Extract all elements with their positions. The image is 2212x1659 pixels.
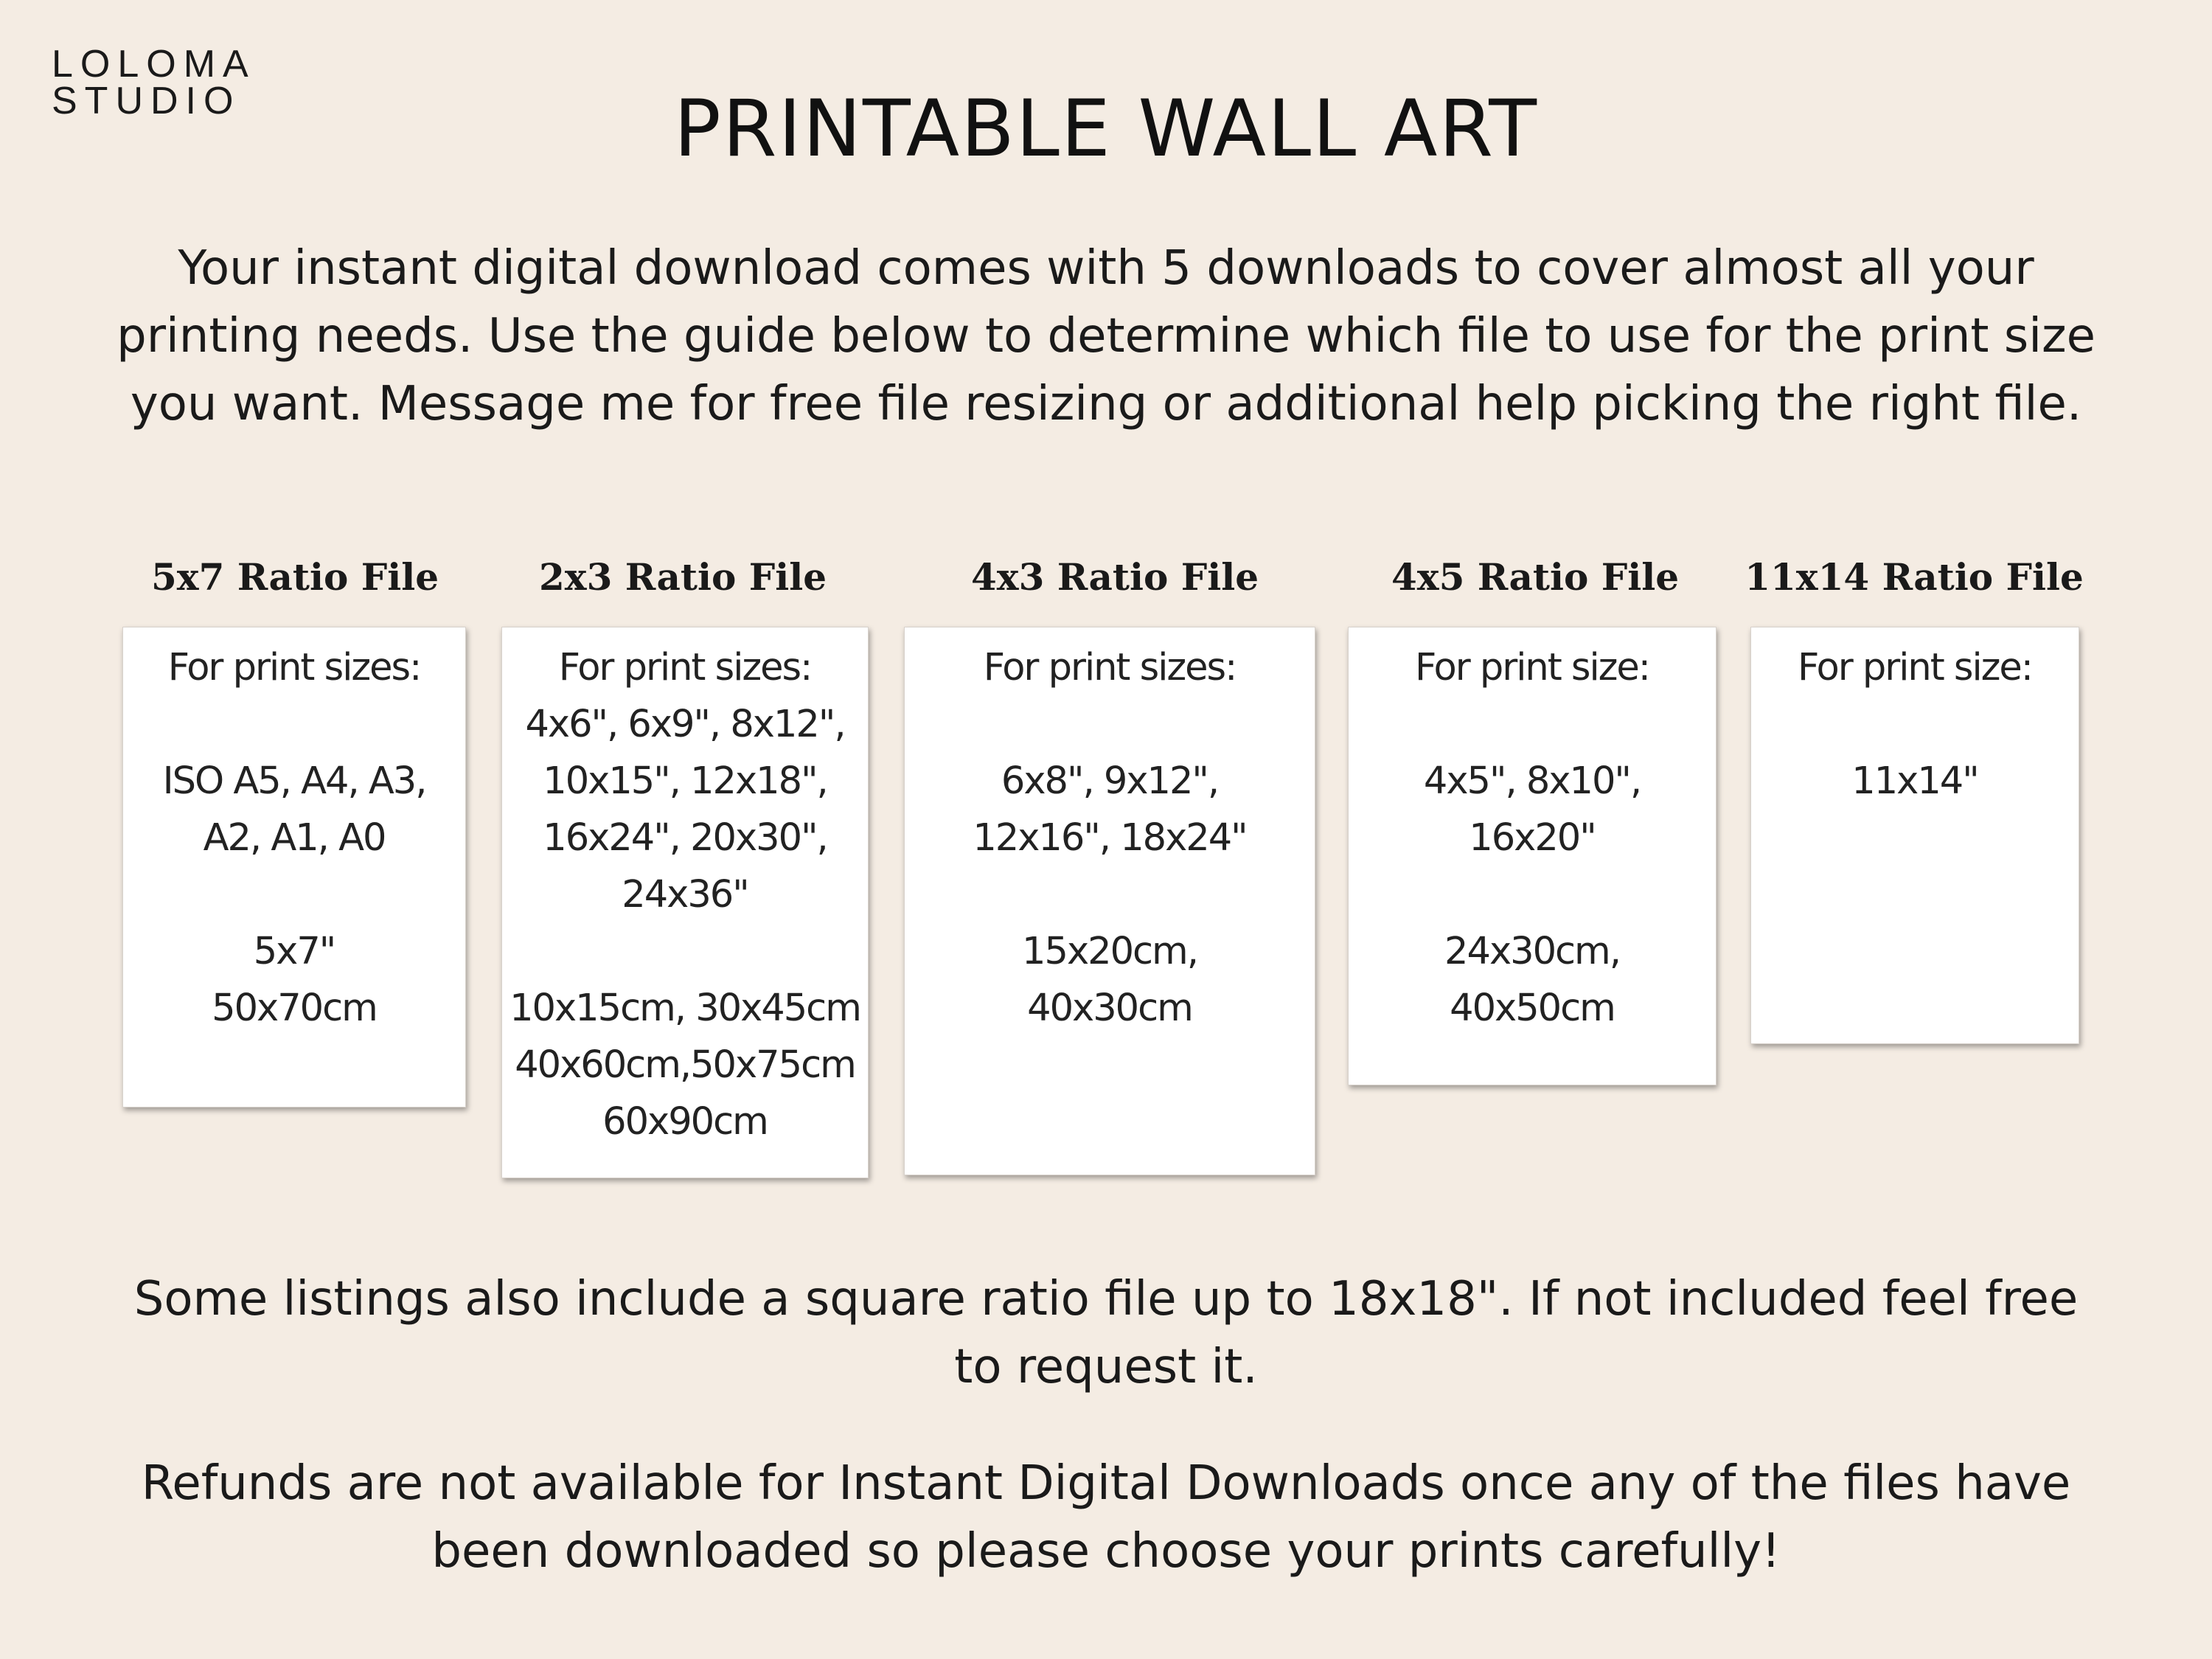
refund-policy-note bbox=[74, 1450, 2138, 1585]
card-line: 5x7" bbox=[253, 930, 335, 973]
card-line bbox=[123, 866, 465, 923]
intro-line-2: printing needs. Use the guide below to determine which file to use for the print size bbox=[116, 309, 2096, 364]
card-line: 6x8", 9x12", bbox=[1001, 759, 1219, 803]
square-ratio-note bbox=[74, 1265, 2138, 1401]
file-heading-11x14: 11x14 Ratio File bbox=[1745, 555, 2084, 599]
refund-note-line-1: Refunds are not available for Instant Digital Downloads once any of the files have bbox=[141, 1456, 2071, 1511]
card-line: 16x24", 20x30", bbox=[543, 816, 827, 860]
card-line: 10x15cm, 30x45cm bbox=[509, 987, 860, 1030]
file-heading-4x5: 4x5 Ratio File bbox=[1391, 555, 1680, 599]
card-line: 10x15", 12x18", bbox=[543, 759, 827, 803]
card-line: 4x5", 8x10", bbox=[1423, 759, 1641, 803]
intro-paragraph bbox=[74, 234, 2138, 438]
card-line: 40x50cm bbox=[1450, 987, 1615, 1030]
square-note-line-1: Some listings also include a square ratio file up to 18x18". If not included feel free bbox=[133, 1272, 2079, 1326]
card-line: 16x20" bbox=[1469, 816, 1596, 860]
card-line: ISO A5, A4, A3, bbox=[162, 759, 426, 803]
print-size-card-11x14 bbox=[1750, 627, 2079, 1044]
card-line: 40x30cm bbox=[1027, 987, 1192, 1030]
file-heading-4x3: 4x3 Ratio File bbox=[970, 555, 1259, 599]
card-line bbox=[1751, 696, 2079, 753]
card-line bbox=[905, 866, 1315, 923]
file-heading-5x7: 5x7 Ratio File bbox=[150, 555, 439, 599]
page-title: PRINTABLE WALL ART bbox=[673, 83, 1539, 174]
card-line bbox=[905, 696, 1315, 753]
card-line: For print sizes: bbox=[167, 646, 421, 689]
card-line: 40x60cm,50x75cm bbox=[515, 1043, 855, 1087]
square-note-line-2: to request it. bbox=[954, 1340, 1258, 1394]
print-size-card-4x5 bbox=[1348, 627, 1717, 1085]
card-line: For print size: bbox=[1414, 646, 1649, 689]
card-line: 24x30cm, bbox=[1444, 930, 1620, 973]
card-line bbox=[502, 923, 868, 980]
card-line: 12x16", 18x24" bbox=[973, 816, 1247, 860]
logo-line-1: LOLOMA bbox=[52, 43, 256, 86]
intro-line-1: Your instant digital download comes with 5 downloads to cover almost all your bbox=[178, 241, 2034, 296]
card-line bbox=[123, 696, 465, 753]
print-size-card-2x3 bbox=[501, 627, 869, 1178]
card-line: 24x36" bbox=[622, 873, 748, 917]
card-line: For print sizes: bbox=[558, 646, 812, 689]
card-line: For print sizes: bbox=[983, 646, 1237, 689]
card-line: 11x14" bbox=[1851, 759, 1978, 803]
print-size-card-4x3 bbox=[904, 627, 1315, 1175]
card-line: 4x6", 6x9", 8x12", bbox=[525, 703, 845, 746]
card-line: 60x90cm bbox=[602, 1100, 768, 1144]
print-size-card-5x7 bbox=[122, 627, 466, 1107]
card-line: 50x70cm bbox=[212, 987, 377, 1030]
intro-line-3: you want. Message me for free file resizing or additional help picking the right file. bbox=[130, 377, 2082, 431]
logo-line-2: STUDIO bbox=[52, 80, 241, 122]
refund-note-line-2: been downloaded so please choose your prints carefully! bbox=[431, 1524, 1781, 1579]
card-line bbox=[1349, 866, 1716, 923]
card-line: A2, A1, A0 bbox=[203, 816, 386, 860]
card-line: 15x20cm, bbox=[1022, 930, 1197, 973]
card-line: For print size: bbox=[1797, 646, 2032, 689]
card-line bbox=[1349, 696, 1716, 753]
file-heading-2x3: 2x3 Ratio File bbox=[538, 555, 827, 599]
